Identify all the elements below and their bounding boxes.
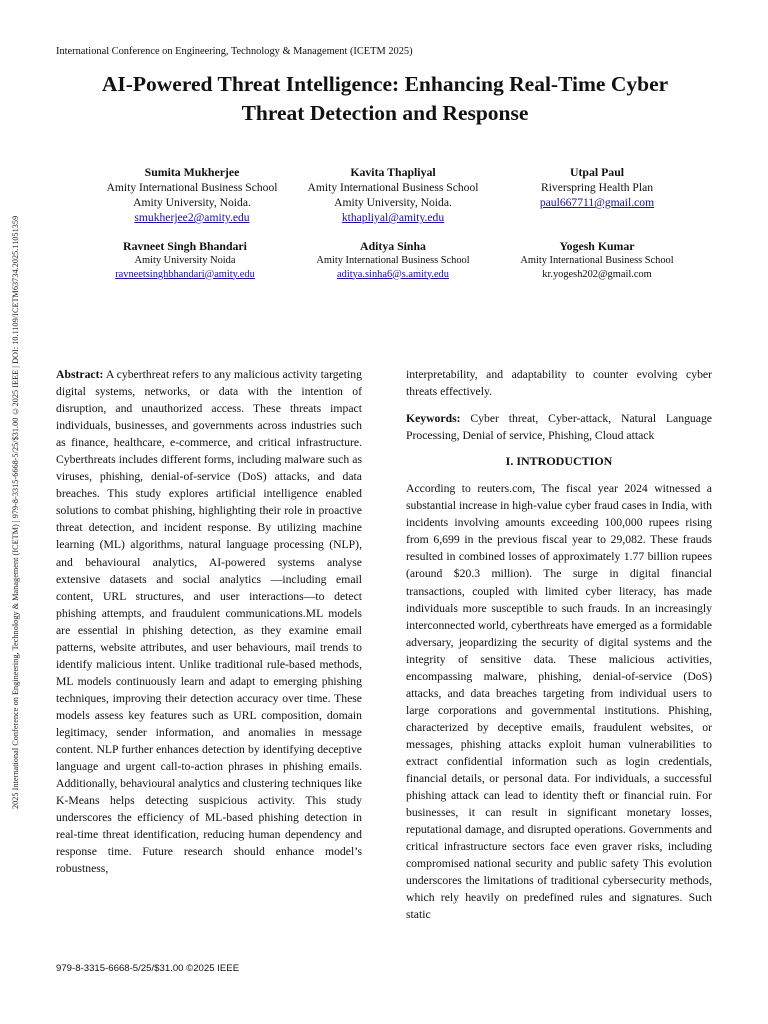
author-email: kr.yogesh202@gmail.com (542, 268, 652, 280)
right-column (406, 366, 712, 923)
paper-title (60, 70, 710, 128)
keywords-text: Cyber threat, Cyber-attack, Natural Language Processing, Denial of service, Phishing, Cloud attack (406, 412, 712, 443)
abstract-label: Abstract: (56, 368, 104, 381)
author-affiliation: Amity International Business School (520, 255, 674, 266)
author-affiliation: Riverspring Health Plan (540, 181, 654, 194)
title-line-1: AI-Powered Threat Intelligence: Enhancing Real-Time Cyber (101, 72, 669, 96)
abstract-paragraph (56, 366, 362, 877)
author-block-3 (477, 165, 717, 210)
keywords-paragraph (406, 410, 712, 444)
introduction-text: According to reuters.com, The fiscal year 2024 witnessed a substantial increase in high-value cyber fraud cases in India, with incidents involving amounts exceeding 100,000 rupees rising from 6,699 in the previous fiscal year to 29,082. These frauds resulted in combined losses of approximately 1.77 billion rupees (around $20.3 million). The surge in digital financial transactions, coupled with limited cyber literacy, has made individuals more susceptible to such frauds. In an increasingly interconnected world, cyberthreats have emerged as a formidable adversary, jeopardizing the security of digital systems and the integrity of sensitive data. These malicious activities, encompassing malware, phishing, denial-of-service (DoS) attacks, and data breaches targeting from individual users to large corporations and governmental institutions. Phishing, characterized by deceptive emails, fraudulent websites, or messages, phishing attacks exploit human vulnerabilities to extract confidential information such as login credentials, financial details, or personal data. For individuals, a successful phishing attack can lead to identity theft or financial ruin. For businesses, it can result in significant monetary losses, reputational damage, and disrupted operations. Governments and critical infrastructure sectors face even graver risks, including compromised national security and public safety This evolution underscores the limitations of traditional cybersecurity methods, which rely heavily on predefined rules and signatures. Such static (406, 482, 712, 922)
author-name: Yogesh Kumar (559, 239, 635, 253)
page-footer: 979-8-3315-6668-5/25/$31.00 ©2025 IEEE (56, 963, 240, 974)
abstract-text: A cyberthreat refers to any malicious activity targeting digital systems, networks, or data with the intention of disruption, and unauthorized access. These threats impact individuals, businesses, and governments across industries such as finance, healthcare, e-commerce, and critical infrastructure. Cyberthreats includes different forms, including malware such as viruses, phishing, denial-of-service (DoS) attacks, and data breaches. This study explores artificial intelligence enabled solutions to combat phishing, highlighting their role in proactive threat detection, and incident response. By utilizing machine learning (ML) algorithms, natural language processing (NLP), and behavioural analytics, AI-powered systems analyse extensive datasets and social analytics —including email content, URL structures, and user interactions—to detect phishing attempts, and fraudulent communications.ML models are essential in phishing detection, as they examine email patterns, website attributes, and user behaviours, mail trends to identify malicious intent. Unlike traditional rule-based methods, ML models continuously learn and adapt to emerging phishing techniques, improving their detection accuracy over time. These models assess key features such as URL composition, domain legitimacy, sender information, and anomalies in message content. NLP further enhances detection by identifying deceptive language and urgent call-to-action phrases in phishing emails. Additionally, behavioural analytics and clustering techniques like K-Means helps detecting suspicious activity. This study underscores the efficiency of ML-based phishing detection in real-time threat identification, reducing human dependency and response time. Future research should enhance model’s robustness, (56, 368, 362, 876)
author-email-link[interactable]: ravneetsinghbhandari@amity.edu (115, 268, 255, 280)
author-name: Ravneet Singh Bhandari (123, 239, 247, 253)
author-affiliation: Amity International Business School (307, 181, 479, 194)
author-email-link[interactable]: aditya.sinha6@s.amity.edu (337, 268, 449, 280)
author-block-6 (477, 239, 717, 281)
author-email-link[interactable]: paul667711@gmail.com (539, 196, 655, 209)
keywords-label: Keywords: (406, 412, 461, 426)
author-affiliation: Amity University Noida (134, 255, 236, 266)
left-column (56, 366, 362, 877)
abstract-continuation: interpretability, and adaptability to counter evolving cyber threats effectively. (406, 368, 712, 399)
side-doi-note: 2025 International Conference on Engineering, Technology & Management (ICETM) | 979-8-3315-6668-5/25/$31.00 ©2025 IEEE | DOI: 10.1109/ICETM63734.2025.11051359 (11, 215, 20, 809)
author-name: Aditya Sinha (360, 239, 426, 253)
conference-header: International Conference on Engineering, Technology & Management (ICETM 2025) (56, 46, 413, 57)
author-email-link[interactable]: smukherjee2@amity.edu (134, 211, 250, 224)
author-affiliation: Amity International Business School (316, 255, 470, 266)
author-block-4 (65, 239, 305, 281)
author-name: Kavita Thapliyal (350, 165, 436, 179)
author-email-link[interactable]: kthapliyal@amity.edu (341, 211, 445, 224)
author-location: Amity University, Noida. (133, 196, 251, 209)
title-line-2: Threat Detection and Response (241, 101, 529, 125)
author-affiliation: Amity International Business School (106, 181, 278, 194)
section-heading-introduction: I. INTRODUCTION (505, 454, 613, 469)
author-location: Amity University, Noida. (334, 196, 452, 209)
author-name: Utpal Paul (569, 165, 625, 179)
author-name: Sumita Mukherjee (144, 165, 240, 179)
